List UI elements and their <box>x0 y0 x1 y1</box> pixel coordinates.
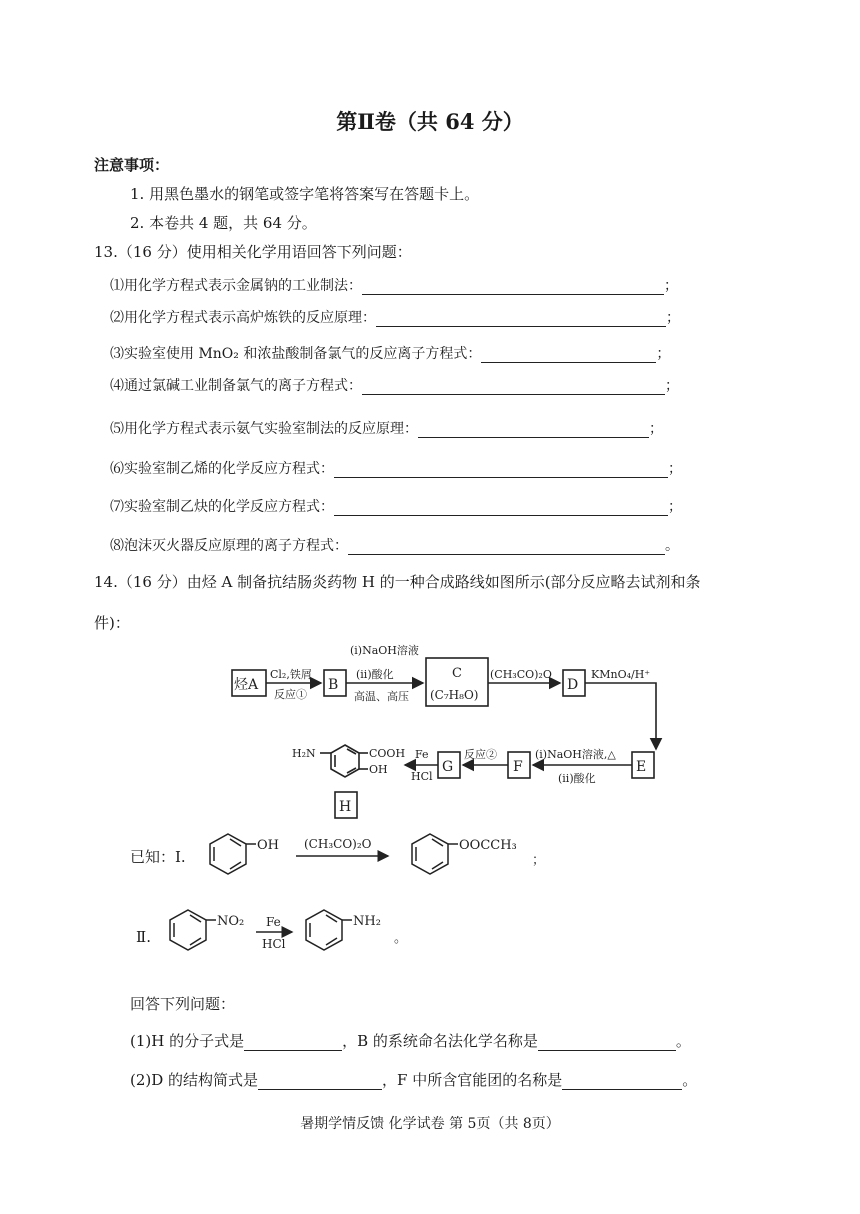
reagent-bc-top1: (i)NaOH溶液 <box>350 644 419 657</box>
q14-sub-2-text-b: ，F 中所含官能团的名称是 <box>382 1071 563 1089</box>
q14-sub-1 <box>130 1030 691 1051</box>
section-title: 第Ⅱ卷（共 64 分） <box>336 109 524 134</box>
notice-item: 1. 用黑色墨水的钢笔或签字笔将答案写在答题卡上。 <box>130 185 480 203</box>
reagent-fg: 反应② <box>464 748 497 761</box>
q13-item-8 <box>110 535 679 555</box>
reagent-bc-top2: (ii)酸化 <box>356 668 394 681</box>
q13-item-4 <box>110 375 679 395</box>
q13-item-1 <box>110 275 678 295</box>
group-nitro: NO₂ <box>217 914 245 929</box>
answer-blank[interactable] <box>538 1036 676 1051</box>
q14-sub-2-text-a: (2)D 的结构简式是 <box>130 1071 259 1089</box>
group-oh: OH <box>257 838 279 853</box>
item-end: 。 <box>665 538 679 554</box>
h-carboxyl-group: COOH <box>369 747 406 760</box>
q13-item-label: ⑺实验室制乙炔的化学反应方程式： <box>110 499 334 515</box>
reagent-d-oxidant: KMnO₄/H⁺ <box>591 668 651 681</box>
q13-item-label: ⑵用化学方程式表示高炉炼铁的反应原理： <box>110 310 376 326</box>
label-box-d: D <box>567 677 579 693</box>
q13-item-label: ⑴用化学方程式表示金属钠的工业制法： <box>110 278 362 294</box>
answer-blank[interactable] <box>481 348 656 363</box>
item-end: ； <box>656 346 671 362</box>
benzene-ring <box>412 834 448 874</box>
reagent-ab-bottom: 反应① <box>274 688 307 701</box>
known-2-prefix: Ⅱ. <box>136 928 151 946</box>
reagent-hcl: HCl <box>262 937 286 951</box>
q13-item-3 <box>110 343 670 363</box>
reagent-gh-top: Fe <box>415 748 429 761</box>
group-acetate: OOCCH₃ <box>459 838 517 853</box>
synthesis-route-diagram <box>220 640 680 825</box>
q13-item-label: ⑶实验室使用 MnO₂ 和浓盐酸制备氯气的反应离子方程式： <box>110 346 482 362</box>
q14-sub-2 <box>130 1069 697 1090</box>
known-1-prefix: 已知：Ⅰ. <box>130 848 186 866</box>
reagent-cd: (CH₃CO)₂O <box>490 668 552 681</box>
label-box-e: E <box>636 759 647 775</box>
q13-item-label: ⑸用化学方程式表示氨气实验室制法的反应原理： <box>110 421 418 437</box>
answer-intro: 回答下列问题： <box>130 995 236 1013</box>
item-end: ； <box>665 378 679 394</box>
label-box-h: H <box>339 799 352 815</box>
answer-blank[interactable] <box>258 1075 382 1090</box>
q13-item-6 <box>110 458 682 478</box>
benzene-ring <box>210 834 246 874</box>
item-end: ； <box>664 278 678 294</box>
label-box-f: F <box>513 759 523 775</box>
answer-blank[interactable] <box>418 423 649 438</box>
item-end: ； <box>649 421 663 437</box>
answer-blank[interactable] <box>376 312 666 327</box>
label-box-c-formula: (C₇H₈O) <box>430 688 479 702</box>
reaction-end: 。 <box>394 931 408 946</box>
group-amino: NH₂ <box>353 914 381 929</box>
reagent-gh-bottom: HCl <box>411 770 433 783</box>
label-box-c: C <box>452 666 462 681</box>
q13-item-5 <box>110 418 663 438</box>
benzene-ring <box>306 910 342 950</box>
benzene-ring <box>170 910 206 950</box>
h-hydroxyl-group: OH <box>369 763 388 776</box>
item-end: 。 <box>682 1071 698 1089</box>
notice-item: 2. 本卷共 4 题，共 64 分。 <box>130 214 317 232</box>
q13-item-label: ⑻泡沫灭火器反应原理的离子方程式： <box>110 538 348 554</box>
answer-blank[interactable] <box>562 1075 682 1090</box>
h-amino-group: H₂N <box>292 747 316 760</box>
question-14-stem-cont: 件)： <box>94 614 130 632</box>
reagent-ef-bottom: (ii)酸化 <box>558 772 596 785</box>
label-box-a: 烃A <box>234 677 259 693</box>
answer-blank[interactable] <box>334 501 668 516</box>
answer-blank[interactable] <box>244 1036 342 1051</box>
q13-item-label: ⑹实验室制乙烯的化学反应方程式： <box>110 461 334 477</box>
label-box-g: G <box>442 759 454 775</box>
answer-blank[interactable] <box>334 463 668 478</box>
q14-sub-1-text-b: ，B 的系统命名法化学名称是 <box>342 1032 538 1050</box>
question-13-stem: 13.（16 分）使用相关化学用语回答下列问题： <box>94 243 412 261</box>
known-reaction-1 <box>200 820 560 890</box>
label-box-b: B <box>328 677 339 693</box>
page-footer: 暑期学情反馈 化学试卷 第 5页（共 8页） <box>300 1116 560 1132</box>
item-end: 。 <box>675 1032 691 1050</box>
notice-heading: 注意事项： <box>94 156 170 174</box>
q13-item-label: ⑷通过氯碱工业制备氯气的离子方程式： <box>110 378 362 394</box>
answer-blank[interactable] <box>348 540 665 555</box>
item-end: ； <box>666 310 680 326</box>
reagent-ef-top: (i)NaOH溶液,△ <box>535 748 616 761</box>
reagent-ab-top: Cl₂,铁屑 <box>270 668 312 681</box>
item-end: ； <box>668 499 682 515</box>
reaction-end: ； <box>532 853 546 868</box>
known-reaction-2 <box>162 900 422 970</box>
answer-blank[interactable] <box>362 280 664 295</box>
q14-sub-1-text-a: (1)H 的分子式是 <box>130 1032 245 1050</box>
q13-item-7 <box>110 496 682 516</box>
item-end: ； <box>668 461 682 477</box>
reagent-acetic-anhydride: (CH₃CO)₂O <box>304 837 372 851</box>
q13-item-2 <box>110 307 680 327</box>
question-14-stem: 14.（16 分）由烃 A 制备抗结肠炎药物 H 的一种合成路线如图所示(部分反应略去试剂和条 <box>94 573 701 591</box>
answer-blank[interactable] <box>362 380 665 395</box>
reagent-fe: Fe <box>266 915 281 929</box>
reagent-bc-bottom: 高温、高压 <box>354 690 409 703</box>
